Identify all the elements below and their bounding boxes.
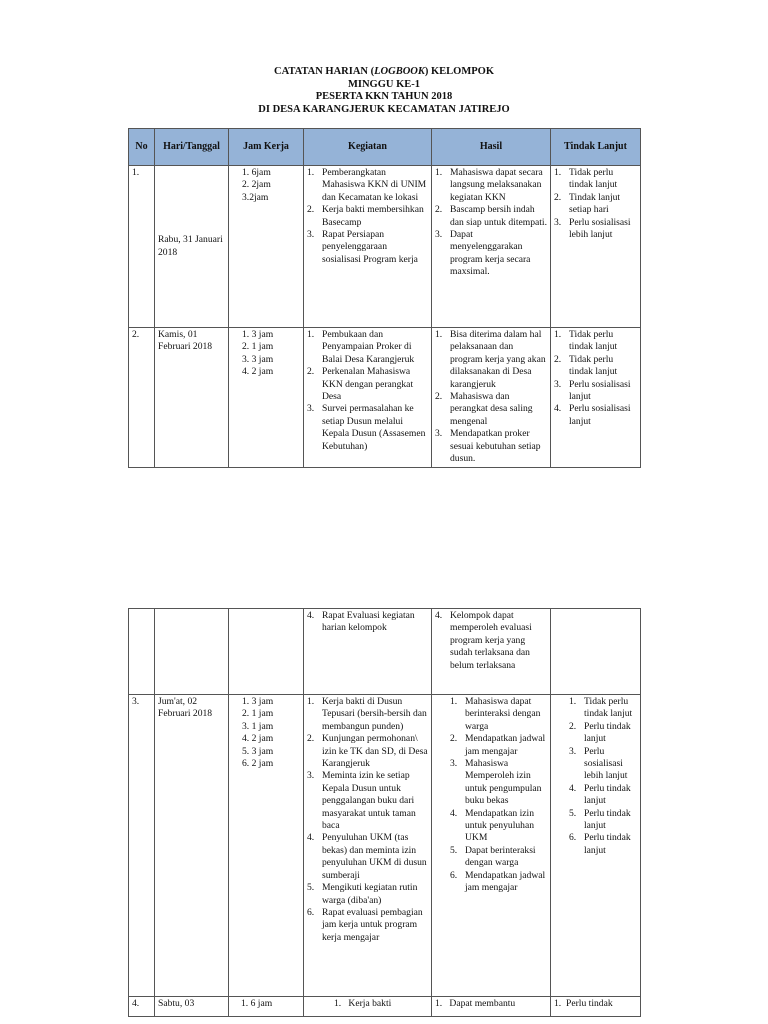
list-item: 4. 2 jam (242, 733, 274, 745)
table-row (129, 166, 641, 328)
list-item: 1. 6jam (242, 167, 271, 178)
title-line-3: PESERTA KKN TAHUN 2018 (315, 91, 453, 102)
row-kegiatan: 1. Kerja bakti (304, 997, 432, 1017)
row-hasil (432, 328, 551, 468)
logbook-table-page-1 (128, 128, 641, 468)
list-item: 6. Rapat evaluasi pembagian jam kerja untuk program kerja mengajar (307, 906, 423, 943)
row-hasil (432, 166, 551, 328)
list-item: 4. Penyuluhan UKM (tas bekas) dan meminta izin penyuluhan UKM di dusun sumberaji (307, 832, 427, 881)
list-item: 5. Dapat berinteraksi dengan warga (450, 844, 536, 869)
title-line-1: CATATAN HARIAN (LOGBOOK) KELOMPOK (273, 66, 495, 77)
list-item: 2. Tidak perlu tindak lanjut (554, 353, 618, 378)
list-item: 3. Mahasiswa Memperoleh izin untuk pengumpulan buku bekas (450, 758, 542, 807)
list-item: 2. Perkenalan Mahasiswa KKN dengan perangkat Desa (307, 366, 414, 403)
table-row (129, 328, 641, 468)
header-no: No (129, 129, 155, 166)
list-item: 3. Dapat menyelenggarakan program kerja secara maxsimal. (435, 229, 531, 278)
logbook-table-page-2 (128, 608, 641, 1017)
list-item: 6. 2 jam (242, 758, 274, 770)
title-line-4: DI DESA KARANGJERUK KECAMATAN JATIREJO (258, 103, 510, 115)
header-hari: Hari/Tanggal (155, 129, 229, 166)
list-item: 3. Mendapatkan proker sesuai kebutuhan setiap dusun. (435, 428, 541, 465)
list-item: 1. Pemberangkatan Mahasiswa KKN di UNIM dan Kecamatan ke lokasi (307, 167, 427, 203)
row-tindak (551, 328, 641, 468)
list-item: 5. Perlu tindak lanjut (569, 807, 631, 832)
list-item: 2. 2jam (242, 179, 271, 191)
row-tindak (551, 166, 641, 328)
list-item: 4. Kelompok dapat memperoleh evaluasi program kerja yang sudah terlaksana dan belum terlaksana (435, 610, 532, 671)
table-row (129, 997, 641, 1017)
list-item: 4. 2 jam (242, 366, 274, 378)
list-item: 5. 3 jam (242, 745, 274, 757)
list-item: 4. Mendapatkan izin untuk penyuluhan UKM (450, 807, 535, 844)
row-tindak (551, 695, 641, 997)
list-item: 4. Perlu tindak lanjut (569, 782, 631, 807)
row-no: 3. (129, 695, 155, 997)
row-hari: Kamis, 01 Februari 2018 (155, 328, 229, 468)
row-jam (229, 166, 304, 328)
row-kegiatan (304, 609, 432, 695)
list-item: 5. Mengikuti kegiatan rutin warga (diba'an) (307, 882, 418, 906)
list-item: 2. Bascamp bersih indah dan siap untuk ditempati. (435, 204, 547, 228)
list-item: 4. Rapat Evaluasi kegiatan harian kelompok (307, 610, 415, 634)
row-no (129, 609, 155, 695)
row-hasil (432, 609, 551, 695)
row-kegiatan (304, 166, 432, 328)
title-line-2: MINGGU KE-1 (347, 78, 421, 90)
row-kegiatan (304, 328, 432, 468)
list-item: 2. Kunjungan permohonan\ izin ke TK dan SD, di Desa Karangjeruk (307, 733, 428, 770)
list-item: 3. Perlu sosialisasi lebih lanjut (554, 216, 631, 241)
row-hari (155, 609, 229, 695)
row-no: 4. (129, 997, 155, 1017)
row-hasil: 1. Dapat membantu (432, 997, 551, 1017)
list-item: 3. 3 jam (242, 353, 274, 365)
row-jam (229, 328, 304, 468)
list-item: 1. 3 jam (242, 329, 274, 340)
row-kegiatan (304, 695, 432, 997)
list-item: 3. Perlu sosialisasi lanjut (554, 378, 631, 403)
row-tindak (551, 609, 641, 695)
row-jam: 1. 6 jam (229, 997, 304, 1017)
table-row (129, 695, 641, 997)
row-hari: Jum'at, 02 Februari 2018 (155, 695, 229, 997)
list-item: 3. Survei permasalahan ke setiap Dusun melalui Kepala Dusun (Assasemen Kebutuhan) (307, 403, 426, 452)
list-item: 1. Tidak perlu tindak lanjut (554, 329, 618, 353)
header-kegiatan: Kegiatan (304, 129, 432, 166)
row-no: 2. (129, 328, 155, 468)
table-row-continuation (129, 609, 641, 695)
list-item: 2. 1 jam (242, 708, 274, 720)
row-tindak: 1. Perlu tindak (551, 997, 641, 1017)
header-tindak: Tindak Lanjut (551, 129, 641, 166)
list-item: 1. Bisa diterima dalam hal pelaksanaan dan program kerja yang akan dilaksanakan di Desa karangjeruk (435, 329, 546, 390)
header-hasil: Hasil (432, 129, 551, 166)
list-item: 6. Perlu tindak lanjut (569, 832, 631, 856)
list-item: 3. 1 jam (242, 720, 274, 732)
document-title (128, 66, 640, 116)
list-item: 2. 1 jam (242, 341, 274, 353)
list-item: 1. Tidak perlu tindak lanjut (569, 696, 633, 720)
list-item: 2. Kerja bakti membersihkan Basecamp (307, 204, 424, 228)
list-item: 3. Meminta izin ke setiap Kepala Dusun untuk penggalangan buku dari masyarakat untuk taman baca (307, 770, 416, 832)
list-item: 4. Perlu sosialisasi lanjut (554, 403, 631, 427)
list-item: 2. Mahasiswa dan perangkat desa saling mengenal (435, 391, 533, 427)
list-item: 1. Mahasiswa dapat berinteraksi dengan warga (450, 696, 541, 732)
row-jam (229, 695, 304, 997)
list-item: 3. Perlu sosialisasi lebih lanjut (569, 745, 628, 782)
list-item: 1. Mahasiswa dapat secara langsung melaksanakan kegiatan KKN (435, 167, 543, 203)
row-hari: Sabtu, 03 (155, 997, 229, 1017)
list-item: 6. Mendapatkan jadwal jam mengajar (450, 869, 546, 894)
list-item: 1. Pembukaan dan Penyampaian Proker di Balai Desa Karangjeruk (307, 329, 415, 365)
list-item: 2. Mendapatkan jadwal jam mengajar (450, 733, 546, 757)
row-hari: Rabu, 31 Januari 2018 (155, 166, 229, 328)
header-row (129, 129, 641, 166)
list-item: 3.2jam (242, 191, 269, 203)
list-item: 2. Tindak lanjut setiap hari (554, 191, 621, 216)
row-hasil (432, 695, 551, 997)
list-item: 3. Rapat Persiapan penyelenggaraan sosialisasi Program kerja (307, 229, 418, 265)
list-item: 1. Tidak perlu tindak lanjut (554, 167, 618, 191)
row-jam (229, 609, 304, 695)
list-item: 1. Kerja bakti di Dusun Tepusari (bersih-bersih dan membangun punden) (307, 696, 427, 732)
row-no: 1. (129, 166, 155, 328)
header-jam: Jam Kerja (229, 129, 304, 166)
list-item: 2. Perlu tindak lanjut (569, 720, 631, 745)
list-item: 1. 3 jam (242, 696, 274, 707)
